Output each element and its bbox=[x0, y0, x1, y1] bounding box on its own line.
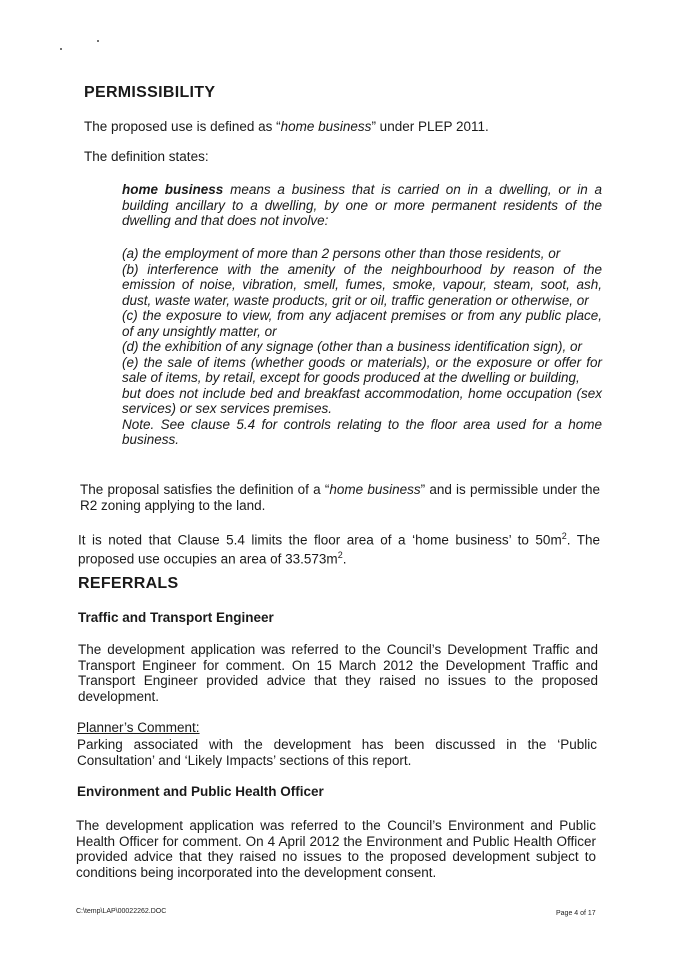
section-heading-referrals: REFERRALS bbox=[78, 575, 179, 592]
section-heading-permissibility: PERMISSIBILITY bbox=[84, 84, 216, 101]
clause-sup-2: 2 bbox=[337, 550, 343, 560]
clause-end: . bbox=[342, 551, 347, 567]
subheading-environment: Environment and Public Health Officer bbox=[77, 784, 324, 799]
scan-speck bbox=[97, 40, 99, 42]
definition-item-b: (b) interference with the amenity of the neighbourhood by reason of the emission of noise, vibration, smell, fumes, smoke, vapour, steam, soot, ash, dust, waste water, waste products, grit or oil, traffic generation or otherwise, or bbox=[122, 261, 602, 308]
intro-term: home business bbox=[280, 119, 372, 134]
definition-item-d: (d) the exhibition of any signage (other than a business identification sign), or bbox=[122, 339, 583, 354]
intro-prefix: The proposed use is defined as “ bbox=[84, 119, 281, 134]
planner-comment-body: Parking associated with the development has been discussed in the ‘Public Consultation’ and ‘Likely Impacts’ sections of this report. bbox=[77, 737, 597, 768]
satisfies-term: home business bbox=[329, 482, 421, 497]
subheading-traffic: Traffic and Transport Engineer bbox=[78, 610, 274, 625]
clause-prefix: It is noted that Clause 5.4 limits the floor area of a ‘home business’ to 50m bbox=[78, 532, 562, 548]
planner-comment-label: Planner’s Comment: bbox=[77, 720, 200, 735]
footer-page-number: Page 4 of 17 bbox=[556, 910, 596, 917]
definition-term: home business bbox=[122, 182, 224, 197]
clause-mid: . The proposed use occupies an area of 33.573m bbox=[78, 532, 600, 567]
definition-note: Note. See clause 5.4 for controls relating to the floor area used for a home business. bbox=[122, 416, 602, 447]
satisfies-paragraph bbox=[80, 482, 600, 513]
definition-states: The definition states: bbox=[84, 149, 209, 164]
environment-body: The development application was referred to the Council’s Environment and Public Health Officer for comment. On 4 April 2012 the Environment and Public Health Officer provided advice that they raised no issues to the proposed development subject to conditions being incorporated into the development consent. bbox=[76, 818, 596, 880]
definition-item-e: (e) the sale of items (whether goods or materials), or the exposure or offer for sale of items, by retail, except for goods produced at the dwelling or building, bbox=[122, 354, 602, 385]
satisfies-suffix: ” and is permissible under the R2 zoning applying to the land. bbox=[80, 482, 600, 513]
definition-intro bbox=[122, 182, 602, 229]
intro-suffix: ” under PLEP 2011. bbox=[371, 119, 489, 134]
definition-exclusion: but does not include bed and breakfast accommodation, home occupation (sex services) or sex services premises. bbox=[122, 385, 602, 416]
scan-speck bbox=[60, 48, 62, 50]
clause-sup-1: 2 bbox=[561, 531, 567, 541]
definition-item-a: (a) the employment of more than 2 persons other than those residents, or bbox=[122, 246, 561, 261]
satisfies-prefix: The proposal satisfies the definition of a “ bbox=[80, 482, 330, 497]
traffic-body: The development application was referred to the Council’s Development Traffic and Transport Engineer for comment. On 15 March 2012 the Development Traffic and Transport Engineer provided advice that they raised no issues to the proposed development. bbox=[78, 642, 598, 704]
intro-paragraph bbox=[84, 119, 489, 135]
footer-file-path: C:\temp\LAP\00022262.DOC bbox=[76, 908, 167, 915]
clause-paragraph bbox=[78, 529, 600, 567]
definition-item-c: (c) the exposure to view, from any adjacent premises or from any public place, of any unsightly matter, or bbox=[122, 308, 602, 339]
definition-items bbox=[122, 246, 602, 448]
definition-body: means a business that is carried on in a dwelling, or in a building ancillary to a dwelling, by one or more permanent residents of the dwelling and that does not involve: bbox=[122, 182, 602, 228]
